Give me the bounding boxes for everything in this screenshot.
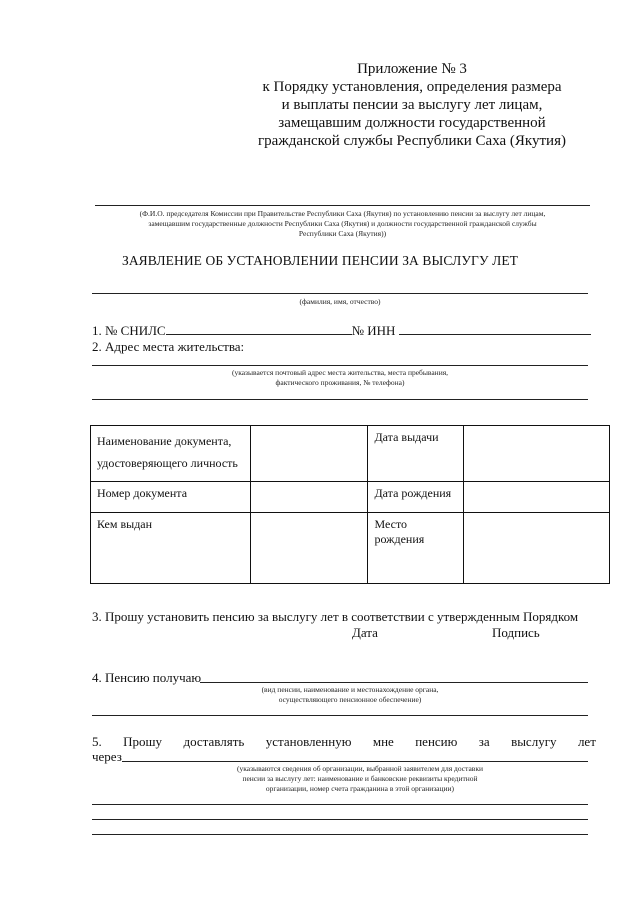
doc-number-label: Номер документа [91, 482, 251, 513]
note-line: замещавшим государственные должности Республики Саха (Якутия) и должности государственной гражданской службы [148, 219, 537, 228]
appendix-line: к Порядку установления, определения размера [262, 79, 562, 95]
section-5-word: Прошу [123, 734, 163, 749]
section-5-word: выслугу [511, 734, 557, 749]
address-line-2[interactable] [92, 399, 588, 400]
appendix-line: и выплаты пенсии за выслугу лет лицам, [281, 97, 543, 113]
snils-inn-row [92, 322, 591, 339]
address-label: 2. Адрес места жительства: [92, 339, 245, 354]
doc-name-value[interactable] [250, 426, 368, 482]
section-5-word: установленную [265, 734, 352, 749]
section-5-word: лет [577, 734, 596, 749]
document-title: ЗАЯВЛЕНИЕ ОБ УСТАНОВЛЕНИИ ПЕНСИИ ЗА ВЫСЛУГУ ЛЕТ [121, 253, 519, 268]
section-3-text: 3. Прошу установить пенсию за выслугу лет в соответствии с утвержденным Порядком [92, 609, 579, 624]
date-label: Дата [352, 625, 378, 640]
delivery-org-line-2[interactable] [92, 804, 588, 805]
identity-document-table [90, 425, 610, 584]
snils-field[interactable] [166, 322, 352, 335]
fio-line[interactable] [92, 293, 588, 294]
note-line: (вид пенсии, наименование и местонахождение органа, [261, 685, 439, 694]
table-row [91, 482, 610, 513]
appendix-header [232, 60, 592, 150]
issued-by-value[interactable] [250, 513, 368, 584]
note-line: (Ф.И.О. председателя Комиссии при Правительстве Республики Саха (Якутия) по установлению пенсии за выслугу лет лицам, [139, 209, 546, 218]
birth-place-value[interactable] [464, 513, 610, 584]
section-5-word: пенсию [415, 734, 458, 749]
inn-label: № ИНН [351, 323, 396, 338]
note-line: фактического проживания, № телефона) [275, 378, 405, 387]
pension-source-line[interactable] [200, 682, 588, 683]
issue-date-value[interactable] [464, 426, 610, 482]
doc-name-label: Наименование документа, [97, 434, 232, 448]
note-line: (указываются сведения об организации, выбранной заявителем для доставки [236, 764, 483, 773]
section-5-word: за [478, 734, 490, 749]
section-5-text [92, 734, 596, 750]
appendix-line: замещавшим должности государственной [278, 115, 546, 131]
inn-field[interactable] [399, 322, 591, 335]
note-line: пенсии за выслугу лет: наименование и банковские реквизиты кредитной [242, 774, 478, 783]
section-4-note [200, 685, 500, 705]
table-row [91, 426, 610, 482]
address-note [92, 368, 588, 388]
addressee-line[interactable] [95, 205, 590, 206]
doc-name-label-2: удостоверяющего личность [97, 456, 238, 470]
birth-date-label: Дата рождения [368, 482, 464, 513]
section-5-word: 5. [92, 734, 102, 749]
issue-date-label: Дата выдачи [368, 426, 464, 482]
pension-source-line-2[interactable] [92, 715, 588, 716]
through-label: через [92, 749, 122, 764]
doc-number-value[interactable] [250, 482, 368, 513]
birth-place-label: Место рождения [368, 513, 464, 584]
doc-name-label-cell [91, 426, 251, 482]
note-line: организации, номер счета гражданина в этой организации) [265, 784, 455, 793]
signature-label: Подпись [492, 625, 540, 640]
table-row [91, 513, 610, 584]
issued-by-label: Кем выдан [91, 513, 251, 584]
delivery-org-line-4[interactable] [92, 834, 588, 835]
fio-note: (фамилия, имя, отчество) [299, 297, 381, 306]
appendix-line: гражданской службы Республики Саха (Якутия) [258, 133, 566, 149]
note-line: Республики Саха (Якутия)) [298, 229, 387, 238]
delivery-org-line-3[interactable] [92, 819, 588, 820]
addressee-note [95, 209, 590, 239]
address-line[interactable] [92, 365, 588, 366]
delivery-org-line[interactable] [122, 761, 588, 762]
section-5-word: мне [372, 734, 394, 749]
note-line: осуществляющего пенсионное обеспечение) [278, 695, 422, 704]
section-5-word: доставлять [183, 734, 245, 749]
note-line: (указывается почтовый адрес места жительства, места пребывания, [231, 368, 449, 377]
section-5-note [180, 764, 540, 794]
section-4-label: 4. Пенсию получаю [92, 670, 202, 685]
appendix-line: Приложение № 3 [357, 61, 467, 77]
birth-date-value[interactable] [464, 482, 610, 513]
snils-label: 1. № СНИЛС [92, 323, 166, 338]
